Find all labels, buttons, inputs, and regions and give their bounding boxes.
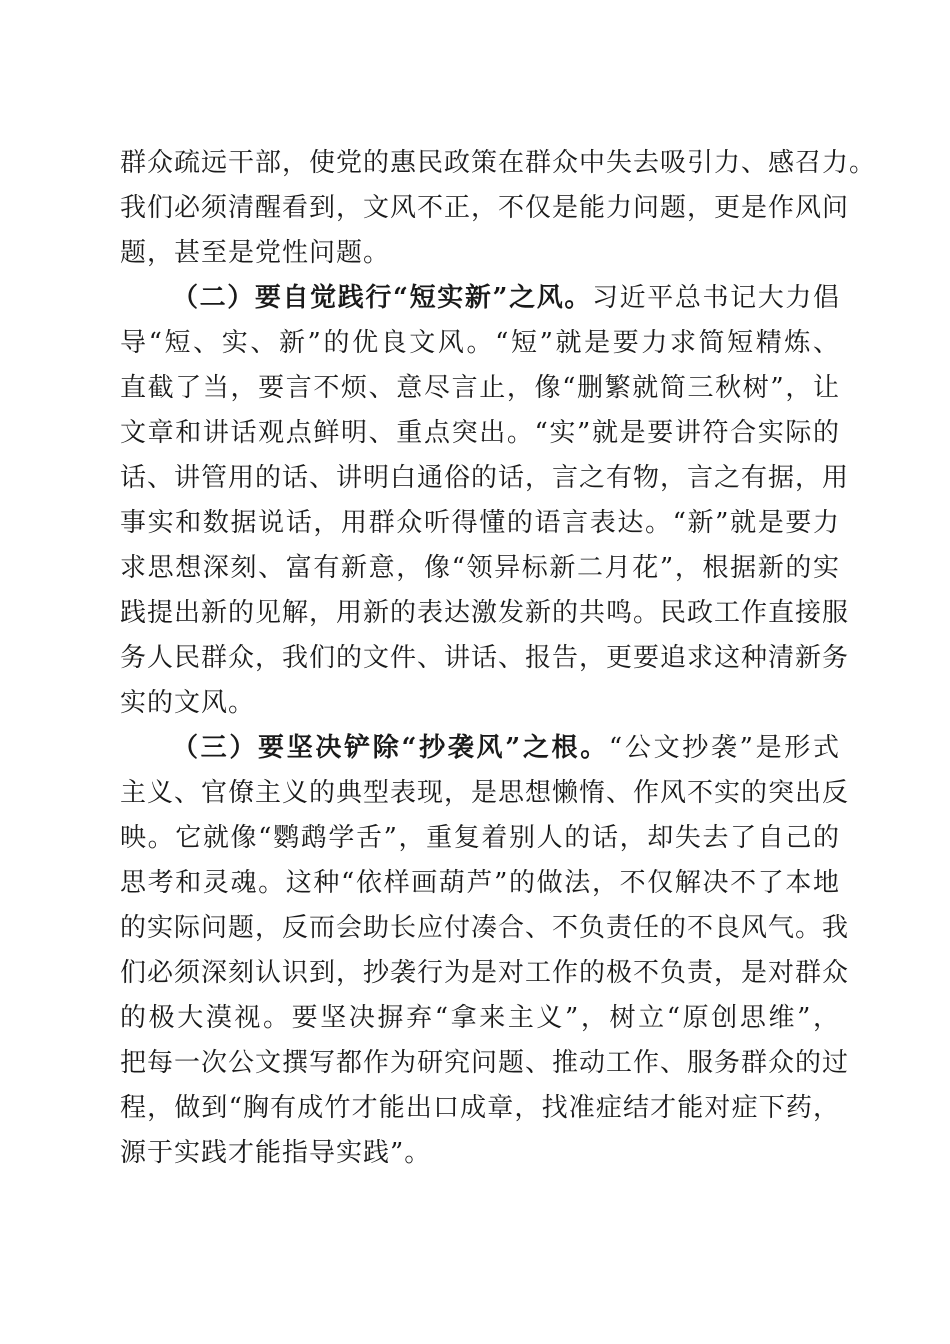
- paragraph-3-first-line: [172, 728, 840, 768]
- paragraph-2-first-line-rest: 习近平总书记大力倡: [591, 283, 840, 313]
- paragraph-3-line-2: 主义、官僚主义的典型表现，是思想懒惰、作风不实的突出反: [120, 778, 850, 808]
- paragraph-2-line-4: 文章和讲话观点鲜明、重点突出。“实”就是要讲符合实际的: [120, 418, 840, 448]
- paragraph-1-line-2: 我们必须清醒看到，文风不正，不仅是能力问题，更是作风问: [120, 193, 850, 223]
- paragraph-2-heading: （二）要自觉践行“短实新”之风。: [172, 283, 592, 313]
- paragraph-1-line-3: 题，甚至是党性问题。: [120, 238, 391, 268]
- paragraph-2-line-8: 践提出新的见解，用新的表达激发新的共鸣。民政工作直接服: [120, 598, 850, 628]
- paragraph-2-first-line: [172, 278, 840, 318]
- paragraph-3-line-3: 映。它就像“鹦鹉学舌”，重复着别人的话，却失去了自己的: [120, 823, 840, 853]
- paragraph-3-line-5: 的实际问题，反而会助长应付凑合、不负责任的不良风气。我: [120, 913, 850, 943]
- paragraph-3-line-6: 们必须深刻认识到，抄袭行为是对工作的极不负责，是对群众: [120, 958, 850, 988]
- paragraph-2-line-7: 求思想深刻、富有新意，像“领异标新二月花”，根据新的实: [120, 553, 840, 583]
- paragraph-3-line-7: 的极大漠视。要坚决摒弃“拿来主义”，树立“原创思维”，: [120, 1003, 840, 1033]
- paragraph-2-line-3: 直截了当，要言不烦、意尽言止，像“删繁就简三秋树”，让: [120, 373, 840, 403]
- paragraph-2-line-6: 事实和数据说话，用群众听得懂的语言表达。“新”就是要力: [120, 508, 840, 538]
- paragraph-3-line-10: 源于实践才能指导实践”。: [120, 1138, 432, 1168]
- paragraph-2-line-5: 话、讲管用的话、讲明白通俗的话，言之有物，言之有据，用: [120, 463, 850, 493]
- paragraph-3-heading: （三）要坚决铲除“抄袭风”之根。: [172, 733, 609, 763]
- paragraph-3-line-8: 把每一次公文撰写都作为研究问题、推动工作、服务群众的过: [120, 1048, 850, 1078]
- paragraph-3-first-line-rest: “公文抄袭”是形式: [608, 733, 840, 763]
- paragraph-3-line-4: 思考和灵魂。这种“依样画葫芦”的做法，不仅解决不了本地: [120, 868, 840, 898]
- paragraph-2-line-9: 务人民群众，我们的文件、讲话、报告，更要追求这种清新务: [120, 643, 850, 673]
- paragraph-1-line-1: 群众疏远干部，使党的惠民政策在群众中失去吸引力、感召力。: [120, 148, 877, 178]
- paragraph-2-line-10: 实的文风。: [120, 688, 256, 718]
- paragraph-3-line-9: 程，做到“胸有成竹才能出口成章，找准症结才能对症下药，: [120, 1093, 840, 1123]
- paragraph-2-line-2: 导“短、实、新”的优良文风。“短”就是要力求简短精炼、: [120, 328, 840, 358]
